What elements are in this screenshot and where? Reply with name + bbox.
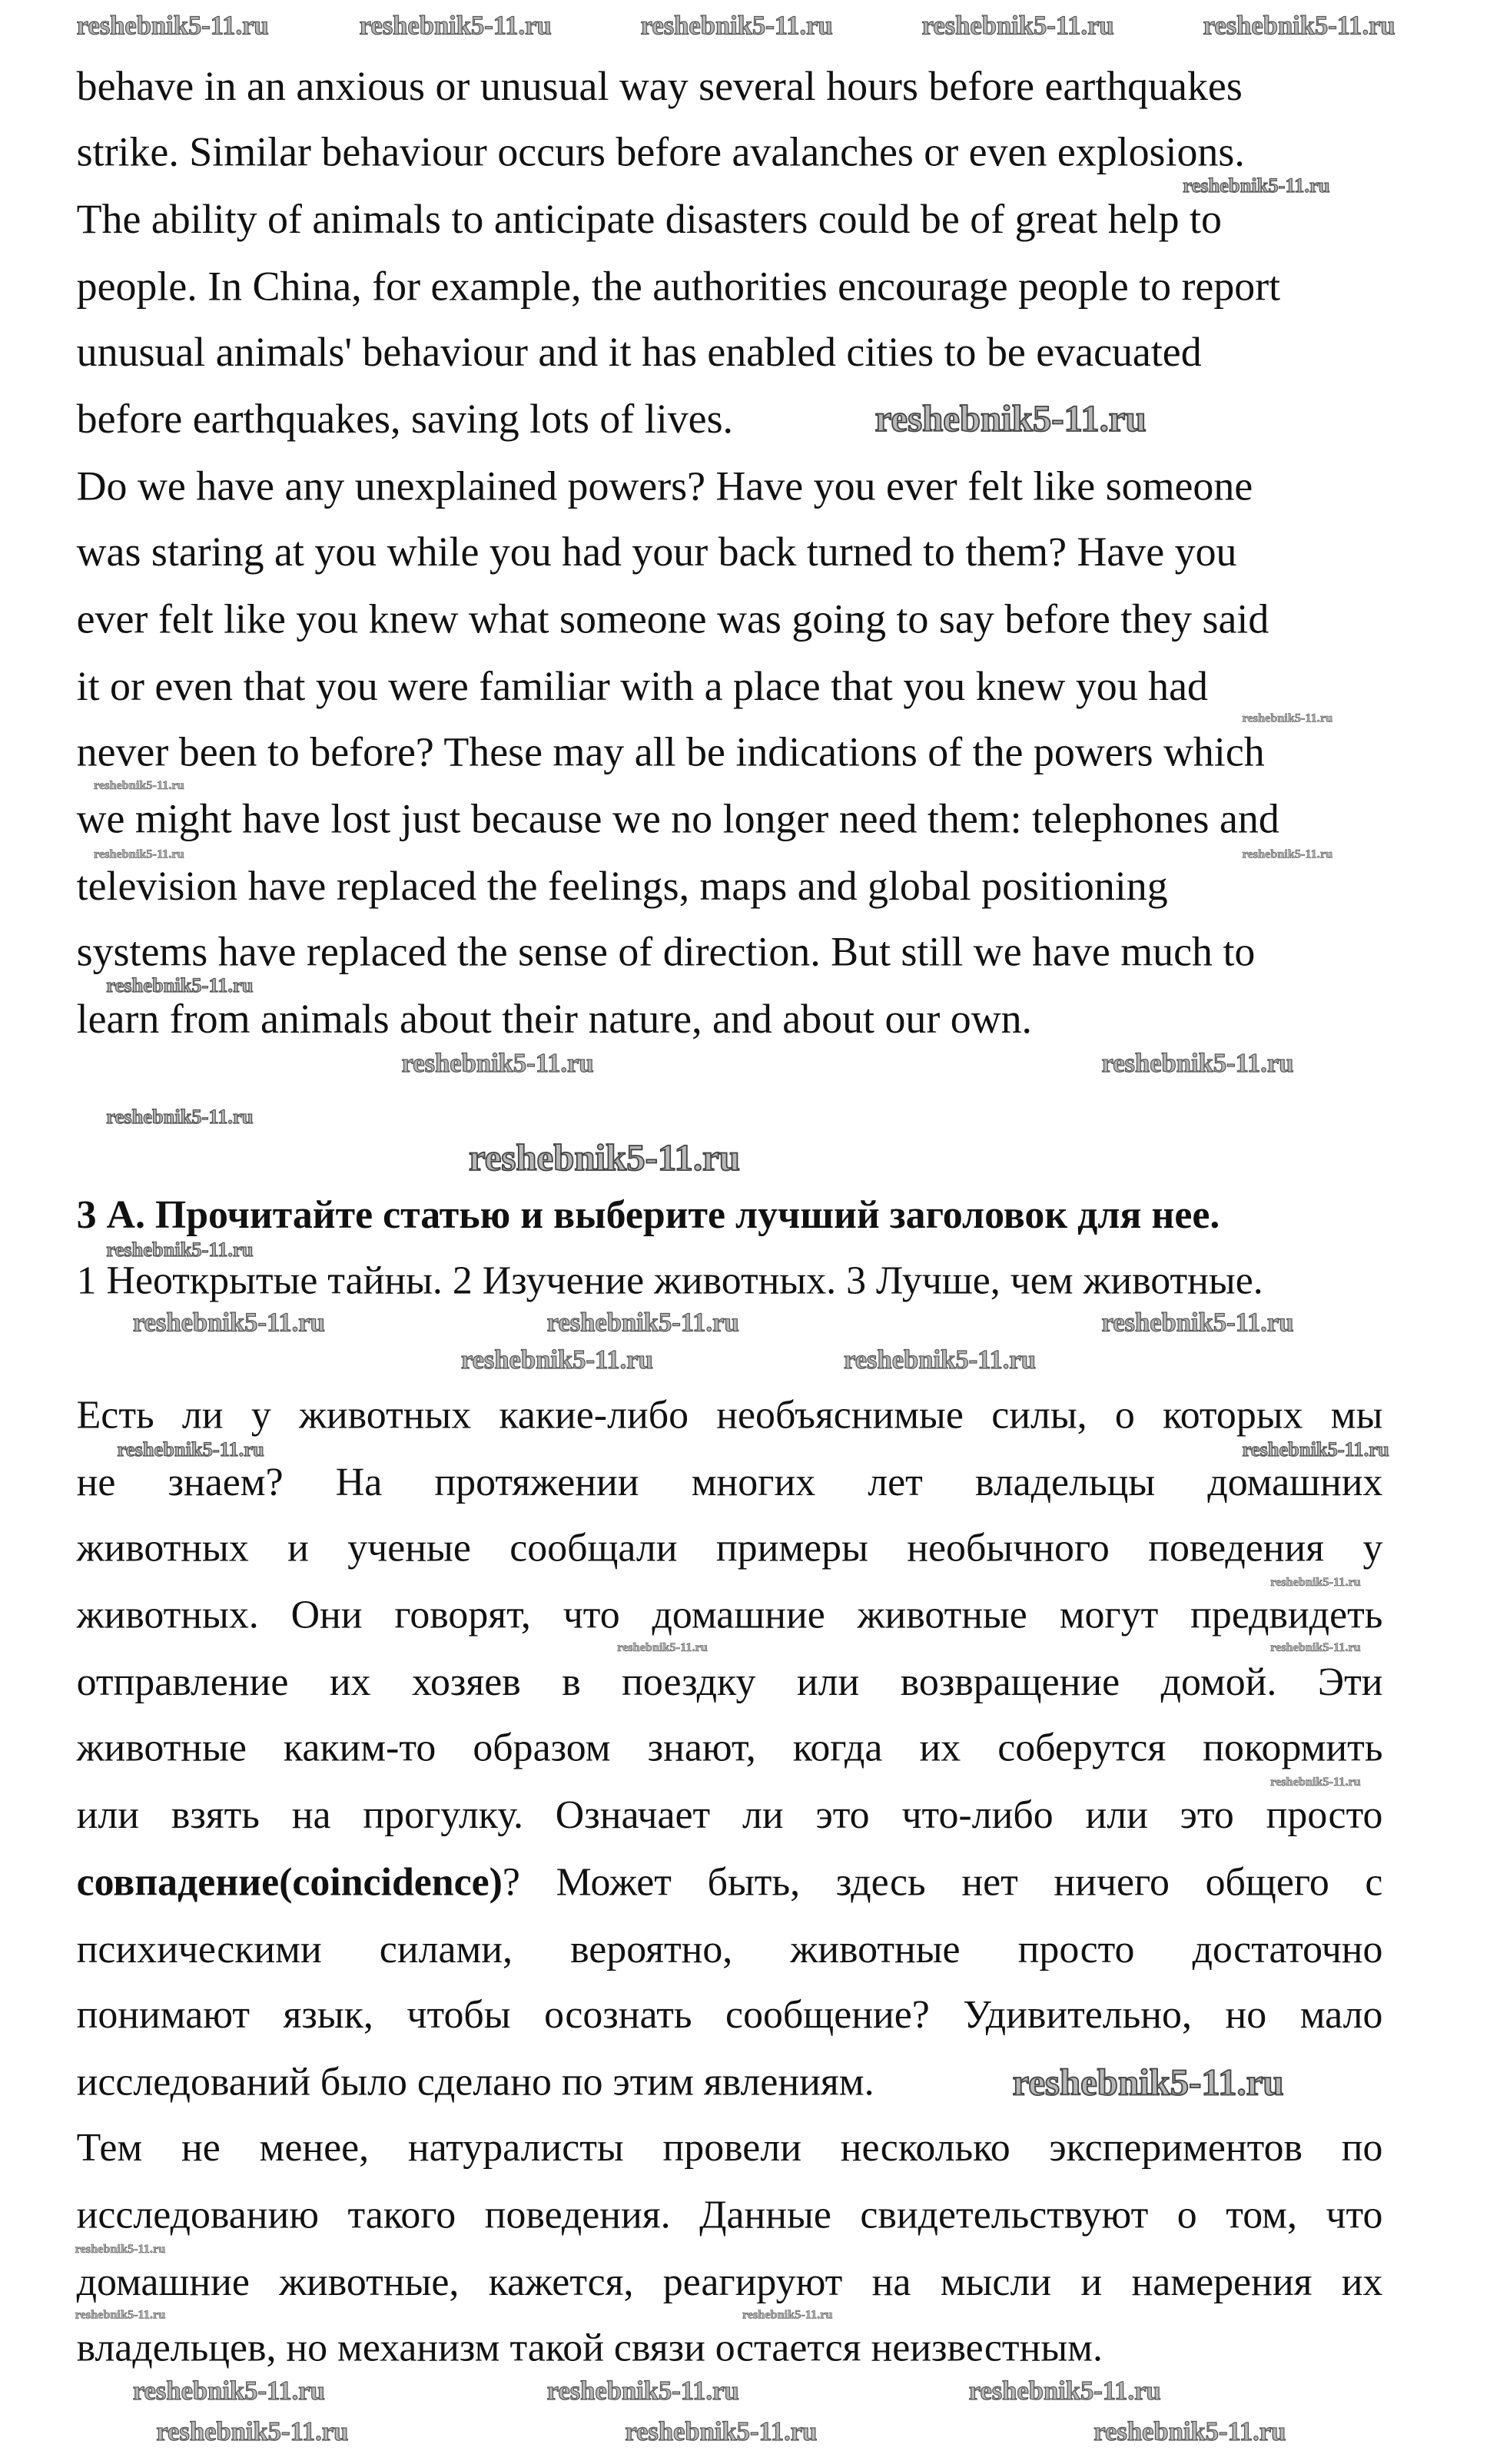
watermark: reshebnik5-11.ru [1242,1437,1389,1461]
english-line: learn from animals about their nature, and about our own. [76,995,1033,1043]
russian-line: или взять на прогулку. Означает ли это что-либо или это просто [76,1792,1383,1838]
russian-line: понимают язык, чтобы осознать сообщение? Удивительно, но мало [76,1991,1383,2038]
english-line: Do we have any unexplained powers? Have you ever felt like someone [76,462,1253,509]
watermark: reshebnik5-11.ru [106,973,254,997]
watermark: reshebnik5-11.ru [874,400,1147,441]
watermark: reshebnik5-11.ru [75,2241,166,2257]
line-rest: ? Может быть, здесь нет ничего общего с [502,1859,1383,1905]
watermark: reshebnik5-11.ru [1183,173,1330,197]
watermark: reshebnik5-11.ru [156,2416,349,2447]
russian-line: Тем не менее, натуралисты провели несколько экспериментов по [76,2124,1383,2171]
watermark: reshebnik5-11.ru [1203,11,1395,41]
watermark: reshebnik5-11.ru [132,1307,325,1338]
watermark: reshebnik5-11.ru [625,2416,818,2447]
watermark: reshebnik5-11.ru [76,11,269,41]
watermark: reshebnik5-11.ru [460,1345,653,1375]
english-line: systems have replaced the sense of direction. But still we have much to [76,927,1256,975]
watermark: reshebnik5-11.ru [546,1307,739,1338]
watermark: reshebnik5-11.ru [640,11,833,41]
english-line: unusual animals' behaviour and it has enabled cities to be evacuated [76,327,1202,375]
russian-line: животных. Они говорят, что домашние животные могут предвидеть [76,1591,1383,1637]
russian-line: отправление их хозяев в поездку или возвращение домой. Эти [76,1659,1383,1705]
english-line: ever felt like you knew what someone was going to say before they said [76,595,1269,642]
watermark: reshebnik5-11.ru [843,1345,1037,1375]
english-line: it or even that you were familiar with a place that you knew you had [76,662,1208,710]
russian-line: владельцев, но механизм такой связи остается неизвестным. [76,2324,1103,2370]
russian-line: не знаем? На протяжении многих лет владельцы домашних [76,1459,1383,1505]
watermark: reshebnik5-11.ru [401,1048,594,1078]
watermark: reshebnik5-11.ru [117,1437,264,1461]
russian-line: животные каким-то образом знают, когда их соберутся покормить [76,1724,1383,1770]
english-line: strike. Similar behaviour occurs before avalanches or even explosions. [76,128,1245,175]
english-line: was staring at you while you had your back turned to them? Have you [76,528,1237,575]
watermark: reshebnik5-11.ru [617,1640,708,1655]
watermark: reshebnik5-11.ru [1012,2063,1284,2104]
watermark: reshebnik5-11.ru [106,1237,254,1261]
watermark: reshebnik5-11.ru [93,778,184,792]
russian-line: домашние животные, кажется, реагируют на мысли и намерения их [76,2259,1383,2305]
russian-line: Есть ли у животных какие-либо необъяснимые силы, о которых мы [76,1391,1383,1438]
watermark: reshebnik5-11.ru [93,847,184,861]
watermark: reshebnik5-11.ru [1093,2416,1286,2447]
watermark: reshebnik5-11.ru [75,2307,166,2322]
watermark: reshebnik5-11.ru [468,1139,740,1180]
watermark: reshebnik5-11.ru [359,11,552,41]
watermark: reshebnik5-11.ru [1270,1774,1361,1789]
english-line: The ability of animals to anticipate disasters could be of great help to [76,195,1222,243]
watermark: reshebnik5-11.ru [1242,847,1333,861]
russian-line-with-term [76,1859,1383,1905]
english-line: never been to before? These may all be indications of the powers which [76,728,1265,775]
english-line: television have replaced the feelings, maps and global positioning [76,862,1168,910]
watermark: reshebnik5-11.ru [546,2376,739,2406]
english-line: we might have lost just because we no longer need them: telephones and [76,794,1279,842]
english-line: before earthquakes, saving lots of lives. [76,395,734,443]
english-line: people. In China, for example, the authorities encourage people to report [76,262,1281,310]
russian-line: исследованию такого поведения. Данные свидетельствуют о том, что [76,2191,1383,2237]
watermark: reshebnik5-11.ru [1101,1307,1294,1338]
watermark: reshebnik5-11.ru [921,11,1114,41]
watermark: reshebnik5-11.ru [1101,1048,1294,1078]
watermark: reshebnik5-11.ru [1270,1640,1361,1655]
russian-line: животных и ученые сообщали примеры необычного поведения у [76,1524,1383,1570]
title-options: 1 Неоткрытые тайны. 2 Изучение животных. 3 Лучше, чем животные. [76,1257,1263,1303]
watermark: reshebnik5-11.ru [1270,1574,1361,1589]
english-line: behave in an anxious or unusual way several hours before earthquakes [76,62,1243,110]
watermark: reshebnik5-11.ru [132,2376,325,2406]
russian-line: психическими силами, вероятно, животные просто достаточно [76,1926,1383,1972]
watermark: reshebnik5-11.ru [1242,711,1333,725]
watermark: reshebnik5-11.ru [742,2307,833,2322]
watermark: reshebnik5-11.ru [106,1104,254,1129]
task-heading: 3 А. Прочитайте статью и выберите лучший заголовок для нее. [76,1192,1220,1238]
bold-term: совпадение(coincidence) [76,1859,503,1905]
russian-line: исследований было сделано по этим явлениям. [76,2058,874,2104]
watermark: reshebnik5-11.ru [968,2376,1161,2406]
